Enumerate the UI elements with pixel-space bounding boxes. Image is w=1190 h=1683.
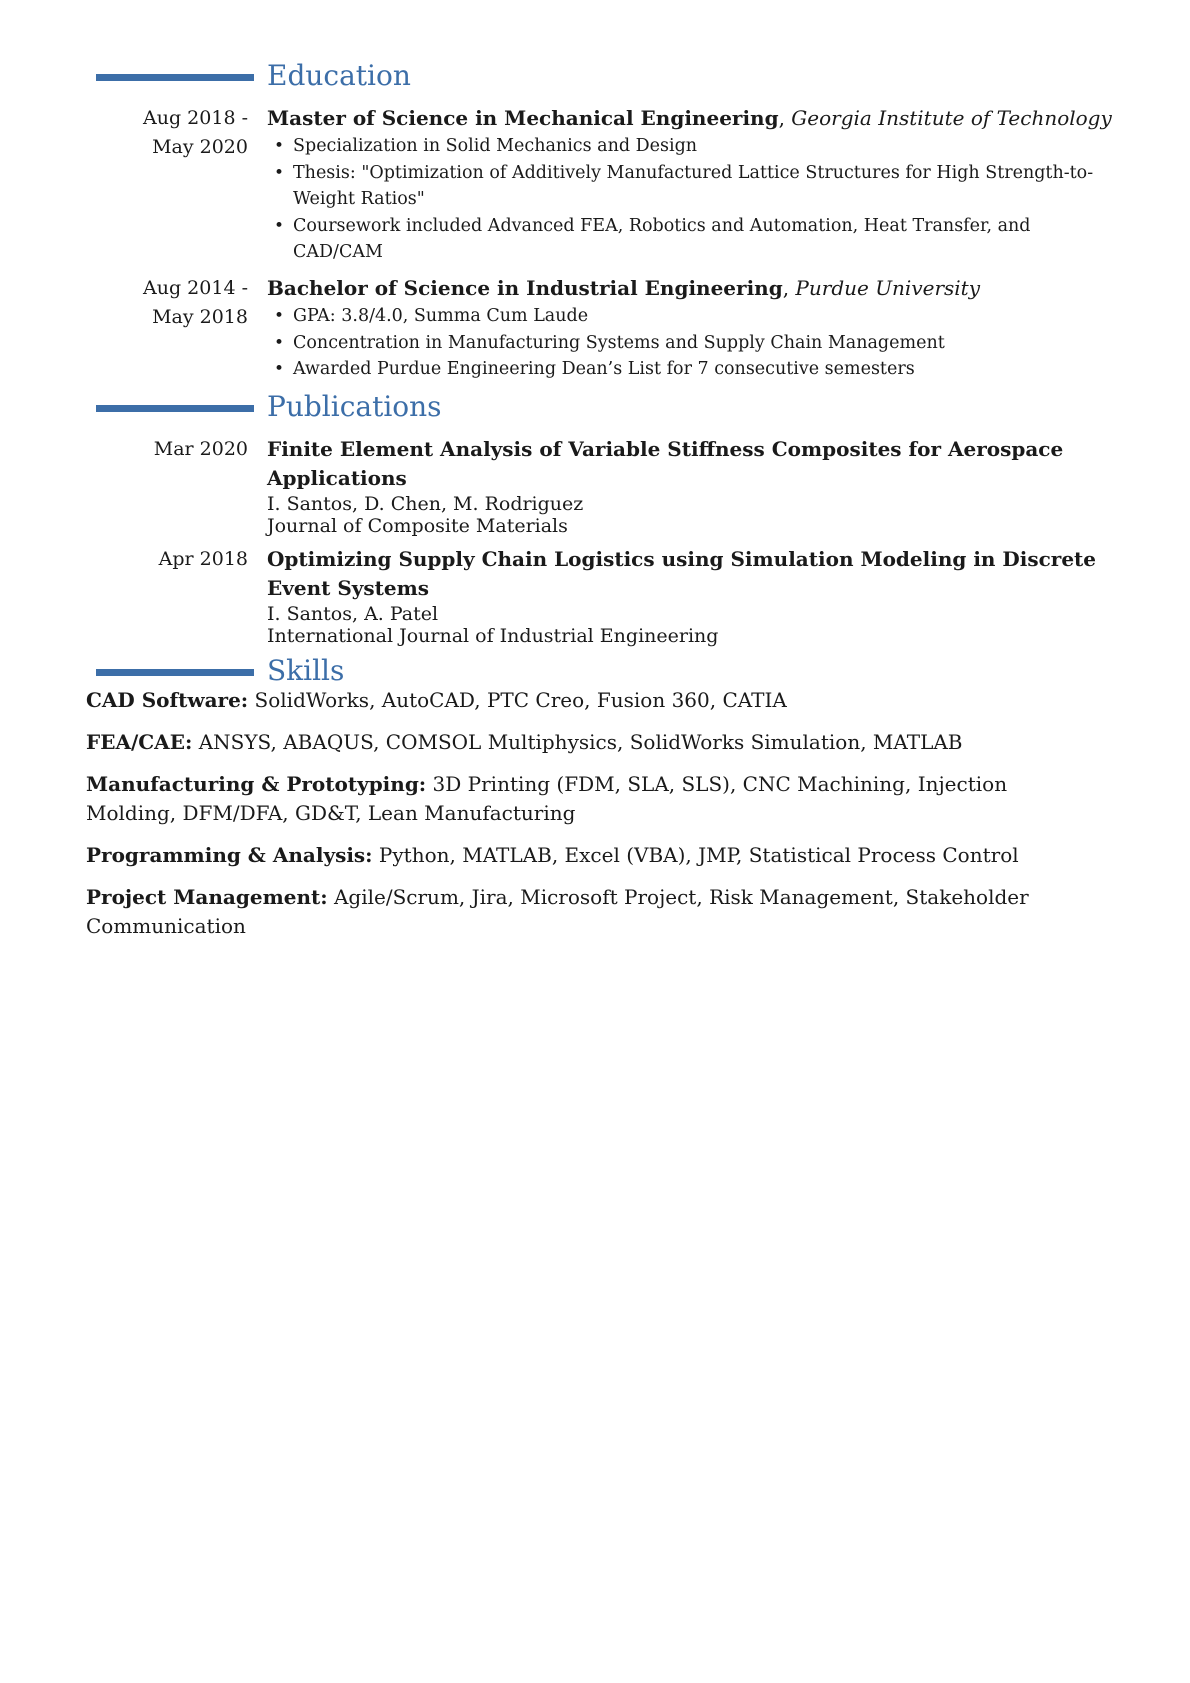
date-end: May 2018 bbox=[152, 306, 248, 328]
skill-label: Project Management: bbox=[86, 885, 328, 909]
publication-title: Finite Element Analysis of Variable Stiffness Composites for Aerospace Applications bbox=[267, 437, 1064, 490]
list-item: • Coursework included Advanced FEA, Robotics and Automation, Heat Transfer, and CAD/CAM bbox=[267, 213, 1097, 266]
education-bullets bbox=[267, 133, 1097, 266]
list-item: • Thesis: "Optimization of Additively Manufactured Lattice Structures for High Strength-to-Weight Ratios" bbox=[267, 160, 1097, 213]
education-bullets bbox=[267, 303, 1097, 383]
list-item: • Specialization in Solid Mechanics and Design bbox=[267, 133, 1097, 160]
publication-body bbox=[267, 545, 1097, 647]
section-accent-bar bbox=[96, 405, 254, 412]
skill-label: FEA/CAE: bbox=[86, 730, 193, 754]
education-date bbox=[143, 274, 248, 332]
school-name: Georgia Institute of Technology bbox=[791, 106, 1112, 130]
publication-body bbox=[267, 435, 1097, 537]
publication-authors: I. Santos, A. Patel bbox=[267, 603, 439, 625]
publication-date: Mar 2020 bbox=[153, 438, 248, 460]
date-end: May 2020 bbox=[152, 136, 248, 158]
skill-value: 3D Printing (FDM, SLA, SLS), CNC Machining, Injection Molding, DFM/DFA, GD&T, Lean Manufacturing bbox=[86, 772, 1008, 825]
skill-row bbox=[86, 686, 1098, 715]
list-item: • Concentration in Manufacturing Systems and Supply Chain Management bbox=[267, 330, 1097, 357]
section-accent-bar bbox=[96, 669, 254, 676]
school-name: Purdue University bbox=[795, 276, 981, 300]
skill-row bbox=[86, 728, 1098, 757]
skill-value: Python, MATLAB, Excel (VBA), JMP, Statistical Process Control bbox=[378, 843, 1019, 867]
publications-section-header bbox=[0, 391, 1190, 427]
education-section-header bbox=[0, 60, 1190, 96]
education-body bbox=[267, 104, 1112, 266]
date-start: Aug 2018 - bbox=[143, 107, 248, 129]
list-item: • GPA: 3.8/4.0, Summa Cum Laude bbox=[267, 303, 1097, 330]
section-accent-bar bbox=[96, 74, 254, 81]
education-body bbox=[267, 274, 1097, 383]
publication-authors: I. Santos, D. Chen, M. Rodriguez bbox=[267, 493, 584, 515]
skill-label: Programming & Analysis: bbox=[86, 843, 373, 867]
education-date bbox=[143, 104, 248, 162]
skill-value: SolidWorks, AutoCAD, PTC Creo, Fusion 360, CATIA bbox=[254, 688, 787, 712]
separator: , bbox=[778, 106, 785, 130]
degree-line bbox=[267, 104, 1112, 133]
skill-value: Agile/Scrum, Jira, Microsoft Project, Risk Management, Stakeholder Communication bbox=[86, 885, 1029, 938]
date-start: Aug 2014 - bbox=[143, 277, 248, 299]
publication-date: Apr 2018 bbox=[158, 548, 248, 570]
education-title: Education bbox=[267, 59, 411, 92]
skills-title: Skills bbox=[267, 654, 345, 687]
list-item: • Awarded Purdue Engineering Dean’s List for 7 consecutive semesters bbox=[267, 356, 1097, 383]
skill-row bbox=[86, 883, 1098, 941]
publication-title: Optimizing Supply Chain Logistics using Simulation Modeling in Discrete Event Systems bbox=[267, 547, 1097, 600]
degree-name: Bachelor of Science in Industrial Engineering bbox=[267, 276, 783, 300]
publication-venue: International Journal of Industrial Engineering bbox=[267, 625, 719, 647]
publication-venue: Journal of Composite Materials bbox=[267, 515, 568, 537]
degree-name: Master of Science in Mechanical Engineering bbox=[267, 106, 779, 130]
skill-row bbox=[86, 841, 1098, 870]
separator: , bbox=[782, 276, 790, 300]
skill-row bbox=[86, 770, 1098, 828]
publications-title: Publications bbox=[267, 390, 442, 423]
skill-label: CAD Software: bbox=[86, 688, 249, 712]
skill-value: ANSYS, ABAQUS, COMSOL Multiphysics, SolidWorks Simulation, MATLAB bbox=[198, 730, 963, 754]
degree-line bbox=[267, 274, 1097, 303]
skill-label: Manufacturing & Prototyping: bbox=[86, 772, 427, 796]
